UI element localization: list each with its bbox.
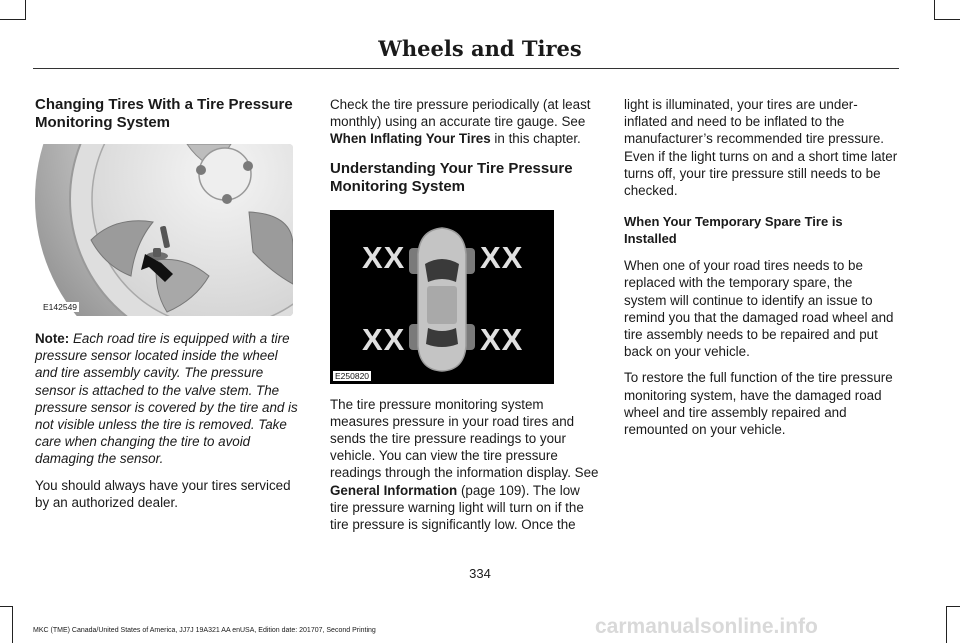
page-title: Wheels and Tires	[378, 36, 582, 61]
watermark: carmanualsonline.info	[595, 615, 818, 638]
note-paragraph	[35, 330, 303, 468]
note-label: Note:	[35, 331, 70, 346]
figure-code: E250820	[335, 370, 370, 381]
cross-reference-link: When Inflating Your Tires	[330, 131, 491, 147]
figure-code: E142549	[43, 302, 78, 312]
cross-reference-link: General Information	[330, 482, 458, 498]
text-run: in this chapter.	[490, 131, 581, 147]
check-pressure-paragraph	[330, 96, 602, 148]
tpms-display-illustration	[330, 210, 554, 384]
crop-mark	[12, 606, 13, 643]
wheel-icon	[35, 144, 293, 316]
spare-tire-paragraph: When one of your road tires needs to be replaced with the temporary spare, the system will continue to identify an issue to remind you that the damaged road wheel and tire assembly needs to be repaired and put back on your vehicle.	[624, 258, 894, 360]
restore-function-paragraph: To restore the full function of the tire pressure monitoring system, have the damaged road wheel and tire assembly repaired and remounted on your vehicle.	[624, 370, 893, 438]
crop-mark	[946, 606, 960, 607]
tire-value-rear-left: XX	[362, 321, 406, 357]
section-heading-temporary-spare: When Your Temporary Spare Tire is Installed	[624, 214, 843, 247]
tire-value-rear-right: XX	[480, 321, 524, 357]
tire-value-front-right: XX	[480, 239, 524, 275]
crop-mark	[0, 606, 13, 607]
crop-mark	[934, 19, 960, 20]
car-top-view-icon	[408, 224, 476, 374]
service-paragraph: You should always have your tires serviced by an authorized dealer.	[35, 477, 291, 510]
tpms-description-paragraph	[330, 396, 602, 534]
text-run: (page 109). The low tire pressure warning light will turn on if the tire pressure is significantly low. Once the	[330, 482, 584, 533]
text-run: The tire pressure monitoring system measures pressure in your road tires and sends the tire pressure readings to your vehicle. You can view the tire pressure readings through the information display. See	[330, 396, 599, 481]
crop-mark	[934, 0, 935, 19]
section-heading-understanding-tpms: Understanding Your Tire Pressure Monitoring System	[330, 159, 573, 195]
tire-value-front-left: XX	[362, 239, 406, 275]
column-2	[330, 96, 602, 533]
header-divider	[33, 68, 899, 69]
edition-info: MKC (TME) Canada/United States of America, JJ7J 19A321 AA enUSA, Edition date: 201707, Second Printing	[33, 627, 376, 634]
light-illuminated-paragraph: light is illuminated, your tires are under-inflated and need to be inflated to the manufacturer’s recommended tire pressure. Even if the light turns on and a short time later turns off, your tire pressure still needs to be checked.	[624, 97, 898, 199]
page-number: 334	[469, 566, 491, 581]
note-text: Each road tire is equipped with a tire pressure sensor located inside the wheel and tire assembly cavity. The pressure sensor is attached to the valve stem. The pressure sensor is covered by the tire and is not visible unless the tire is removed. Take care when changing the tire to avoid damaging the sensor.	[35, 331, 298, 467]
column-1	[35, 96, 303, 511]
section-heading-changing-tires: Changing Tires With a Tire Pressure Monitoring System	[35, 96, 293, 131]
crop-mark	[25, 0, 26, 19]
wheel-valve-illustration	[35, 144, 293, 316]
column-3	[624, 96, 898, 438]
crop-mark	[946, 606, 947, 643]
crop-mark	[0, 19, 26, 20]
text-run: Check the tire pressure periodically (at least monthly) using an accurate tire gauge. See	[330, 97, 591, 130]
